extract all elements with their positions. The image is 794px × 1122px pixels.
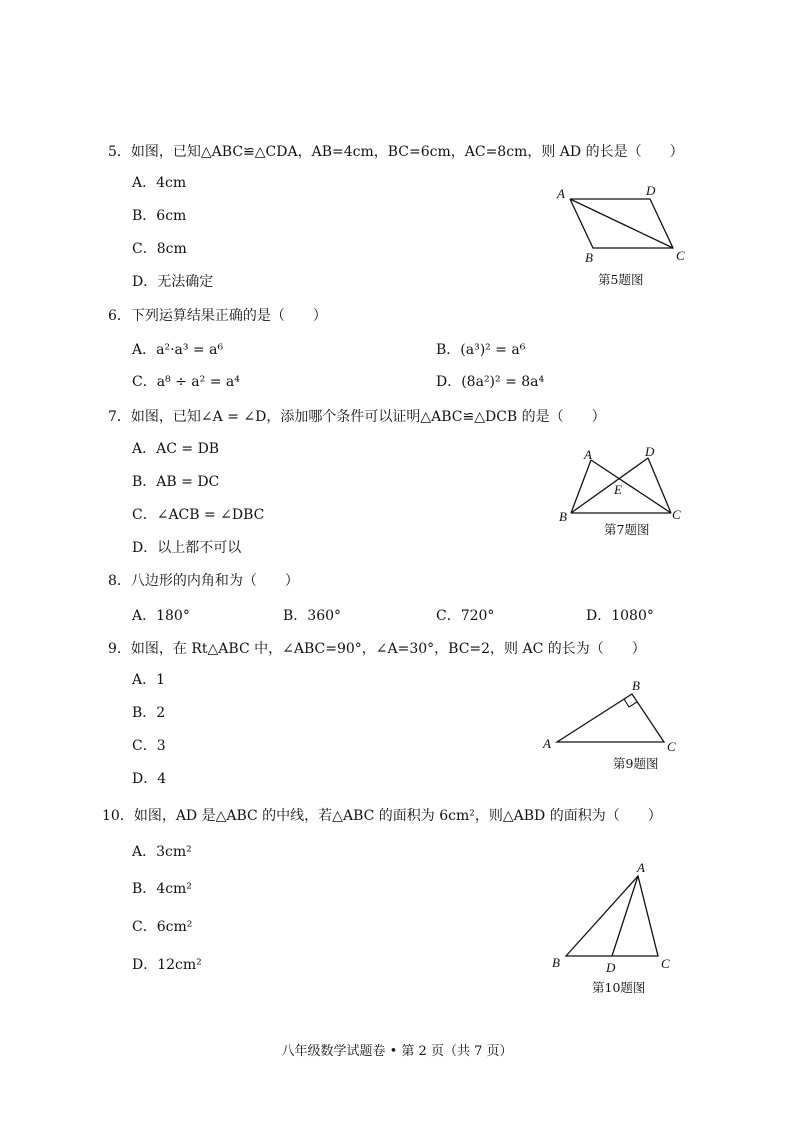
- q10-option-c[interactable]: C．6cm²: [132, 919, 193, 935]
- q5-option-a[interactable]: A．4cm: [132, 175, 187, 191]
- q10-label-d: D: [606, 960, 616, 975]
- q8-option-a[interactable]: A．180°: [132, 608, 190, 624]
- q5-option-c[interactable]: C．8cm: [132, 241, 187, 257]
- q5-label-b: B: [585, 250, 593, 265]
- q10-figure-triangle-median: [545, 858, 695, 978]
- q7-label-a: A: [584, 447, 592, 462]
- q7-label-d: D: [645, 444, 655, 459]
- q10-label-a: A: [637, 860, 645, 875]
- q7-label-c: C: [672, 507, 681, 522]
- q6-option-b[interactable]: B．(a³)² = a⁶: [436, 342, 526, 358]
- q8-option-d[interactable]: D．1080°: [586, 608, 654, 624]
- question-7-stem: 7．如图，已知∠A = ∠D，添加哪个条件可以证明△ABC≌△DCB 的是（ ）: [108, 409, 606, 425]
- question-10-stem: 10．如图，AD 是△ABC 的中线，若△ABC 的面积为 6cm²，则△ABD 的面积为（ ）: [102, 808, 662, 824]
- q10-option-d[interactable]: D．12cm²: [132, 957, 202, 973]
- q7-option-d[interactable]: D．以上都不可以: [132, 540, 242, 556]
- q7-figure-caption: 第7题图: [604, 522, 650, 537]
- q10-figure-caption: 第10题图: [592, 980, 646, 995]
- q10-option-b[interactable]: B．4cm²: [132, 881, 192, 897]
- page-footer: 八年级数学试题卷 • 第 2 页（共 7 页）: [281, 1044, 513, 1059]
- q6-option-c[interactable]: C．a⁸ ÷ a² = a⁴: [132, 374, 240, 390]
- q10-option-a[interactable]: A．3cm²: [132, 844, 192, 860]
- q7-label-b: B: [559, 509, 567, 524]
- q5-figure-parallelogram: [550, 180, 690, 270]
- q7-figure-crossed-triangles: [555, 445, 695, 525]
- q8-option-c[interactable]: C．720°: [436, 608, 495, 624]
- q10-label-c: C: [661, 956, 670, 971]
- q8-option-b[interactable]: B．360°: [283, 608, 342, 624]
- q9-label-b: B: [632, 678, 640, 693]
- q5-figure-caption: 第5题图: [598, 272, 644, 287]
- q5-label-d: D: [646, 183, 656, 198]
- q9-option-a[interactable]: A．1: [132, 672, 166, 688]
- q7-option-a[interactable]: A．AC = DB: [132, 441, 220, 457]
- q5-label-a: A: [557, 186, 565, 201]
- q9-option-c[interactable]: C．3: [132, 738, 166, 754]
- q7-option-b[interactable]: B．AB = DC: [132, 474, 220, 490]
- q9-figure-caption: 第9题图: [613, 756, 659, 771]
- q7-label-e: E: [614, 482, 622, 497]
- q9-label-a: A: [543, 736, 551, 751]
- q5-label-c: C: [676, 248, 685, 263]
- q6-option-a[interactable]: A．a²·a³ = a⁶: [132, 342, 224, 358]
- q6-option-d[interactable]: D．(8a²)² = 8a⁴: [436, 374, 545, 390]
- q9-option-d[interactable]: D．4: [132, 771, 167, 787]
- q5-option-d[interactable]: D．无法确定: [132, 274, 214, 290]
- question-5-stem: 5．如图，已知△ABC≌△CDA，AB=4cm，BC=6cm，AC=8cm，则 AD 的长是（ ）: [108, 144, 684, 160]
- q5-option-b[interactable]: B．6cm: [132, 208, 187, 224]
- question-9-stem: 9．如图，在 Rt△ABC 中，∠ABC=90°，∠A=30°，BC=2，则 AC 的长为（ ）: [108, 641, 646, 657]
- question-6-stem: 6．下列运算结果正确的是（ ）: [108, 308, 327, 324]
- question-8-stem: 8．八边形的内角和为（ ）: [108, 573, 299, 589]
- q9-option-b[interactable]: B．2: [132, 705, 166, 721]
- q7-option-c[interactable]: C．∠ACB = ∠DBC: [132, 507, 265, 523]
- q10-label-b: B: [552, 955, 560, 970]
- q9-label-c: C: [667, 739, 676, 754]
- q9-figure-right-triangle: [535, 675, 695, 755]
